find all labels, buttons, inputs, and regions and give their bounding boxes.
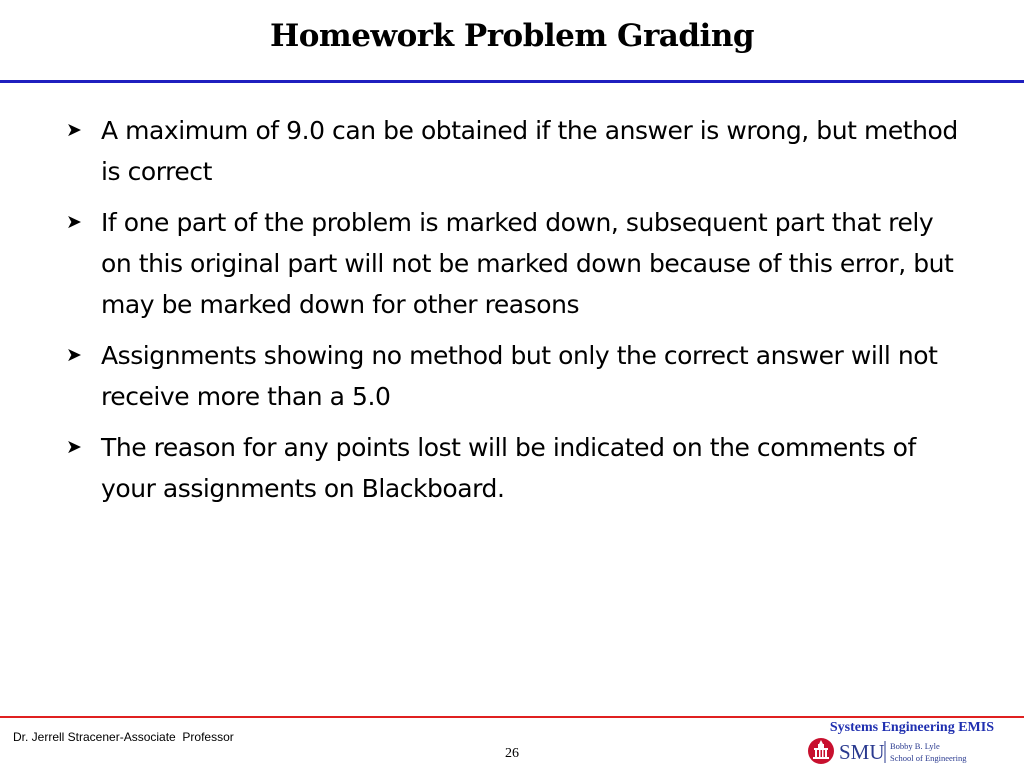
building-icon	[808, 738, 834, 764]
slide-title: Homework Problem Grading	[269, 18, 755, 54]
school-name-line1: Bobby B. Lyle	[890, 741, 940, 751]
bullet-item	[66, 427, 966, 509]
bullet-list	[66, 110, 966, 519]
program-name: Systems Engineering EMIS	[829, 720, 994, 735]
footer-divider	[0, 716, 1024, 718]
smu-logo	[808, 736, 1008, 766]
page-number: 26	[505, 746, 519, 761]
smu-wordmark: SMU	[839, 740, 885, 764]
arrow-bullet-icon: ➤	[66, 211, 82, 233]
bullet-item	[66, 335, 966, 417]
school-name-line2: School of Engineering	[890, 753, 967, 763]
arrow-bullet-icon: ➤	[66, 436, 82, 458]
bullet-text: The reason for any points lost will be indicated on the comments of your assignments on Blackboard.	[101, 433, 916, 503]
arrow-bullet-icon: ➤	[66, 344, 82, 366]
bullet-text: Assignments showing no method but only the correct answer will not receive more than a 5.0	[101, 341, 938, 411]
title-divider	[0, 80, 1024, 83]
bullet-item	[66, 202, 966, 325]
bullet-text: A maximum of 9.0 can be obtained if the answer is wrong, but method is correct	[101, 116, 958, 186]
arrow-bullet-icon: ➤	[66, 119, 82, 141]
bullet-text: If one part of the problem is marked down, subsequent part that rely on this original part will not be marked down because of this error, but may be marked down for other reasons	[101, 208, 954, 319]
footer-author: Dr. Jerrell Stracener-Associate Professor	[13, 730, 234, 744]
bullet-item	[66, 110, 966, 192]
